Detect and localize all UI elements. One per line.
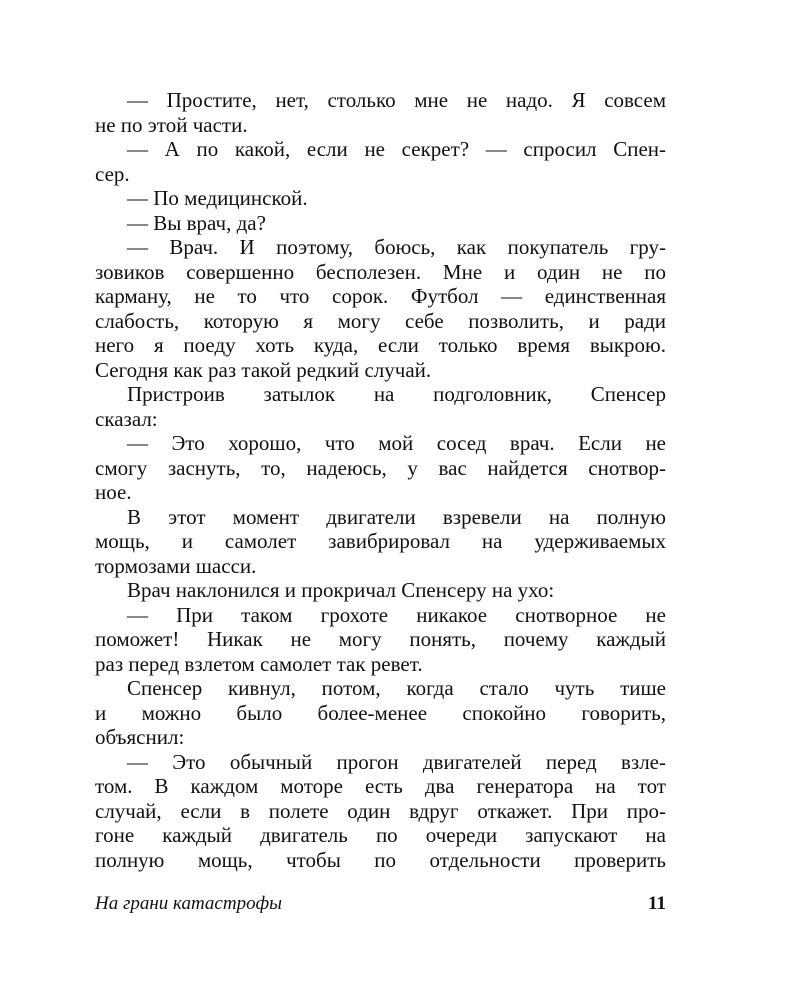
text-line: — Простите, нет, столько мне не надо. Я совсем [127, 88, 666, 112]
text-line: карману, не то что сорок. Футбол — единственная [95, 284, 666, 308]
text-line: сказал: [95, 406, 158, 431]
text-line: — Это хорошо, что мой сосед врач. Если не [127, 431, 666, 455]
text-line: — При таком грохоте никакое снотворное не [127, 602, 666, 627]
text-line: — По медицинской. [127, 186, 308, 210]
text-line: раз перед взлетом самолет так ревет. [95, 651, 423, 676]
text-line: том. В каждом моторе есть два генератора на тот [95, 774, 666, 798]
text-line: — А по какой, если не секрет? — спросил Спен- [127, 137, 666, 161]
text-line: зовиков совершенно бесполезен. Мне и один не по [95, 259, 666, 284]
text-line: не по этой части. [95, 112, 248, 137]
page-number: 11 [648, 893, 666, 914]
text-line: Пристроив затылок на подголовник, Спенсер [127, 382, 666, 406]
text-line: поможет! Никак не могу понять, почему каждый [95, 627, 666, 651]
text-line: мощь, и самолет завибрировал на удерживаемых [95, 529, 666, 553]
text-line: объяснил: [95, 725, 185, 749]
page-footer [95, 893, 666, 919]
text-line: Врач наклонился и прокричал Спенсеру на ухо: [127, 578, 555, 602]
text-line: смогу заснуть, то, надеюсь, у вас найдется снотвор- [95, 455, 666, 480]
text-line: сер. [95, 161, 130, 186]
text-line: гоне каждый двигатель по очереди запускают на [95, 823, 666, 847]
page-body-text [95, 88, 666, 872]
text-line: полную мощь, чтобы по отдельности проверить [95, 847, 666, 872]
text-line: и можно было более-менее спокойно говорить, [95, 700, 666, 725]
text-line: Сегодня как раз такой редкий случай. [95, 357, 432, 382]
text-line: случай, если в полете один вдруг откажет. При про- [95, 798, 666, 823]
text-line: В этот момент двигатели взревели на полную [127, 504, 666, 529]
text-line: ное. [95, 480, 132, 504]
running-title: На грани катастрофы [95, 893, 282, 914]
text-line: него я поеду хоть куда, если только время выкрою. [95, 333, 666, 357]
text-line: Спенсер кивнул, потом, когда стало чуть тише [127, 676, 666, 700]
text-line: тормозами шасси. [95, 553, 257, 578]
text-line: — Вы врач, да? [127, 210, 266, 235]
text-line: слабость, которую я могу себе позволить, и ради [95, 308, 666, 333]
text-line: — Это обычный прогон двигателей перед взле- [127, 749, 666, 774]
text-line: — Врач. И поэтому, боюсь, как покупатель гру- [127, 235, 666, 259]
